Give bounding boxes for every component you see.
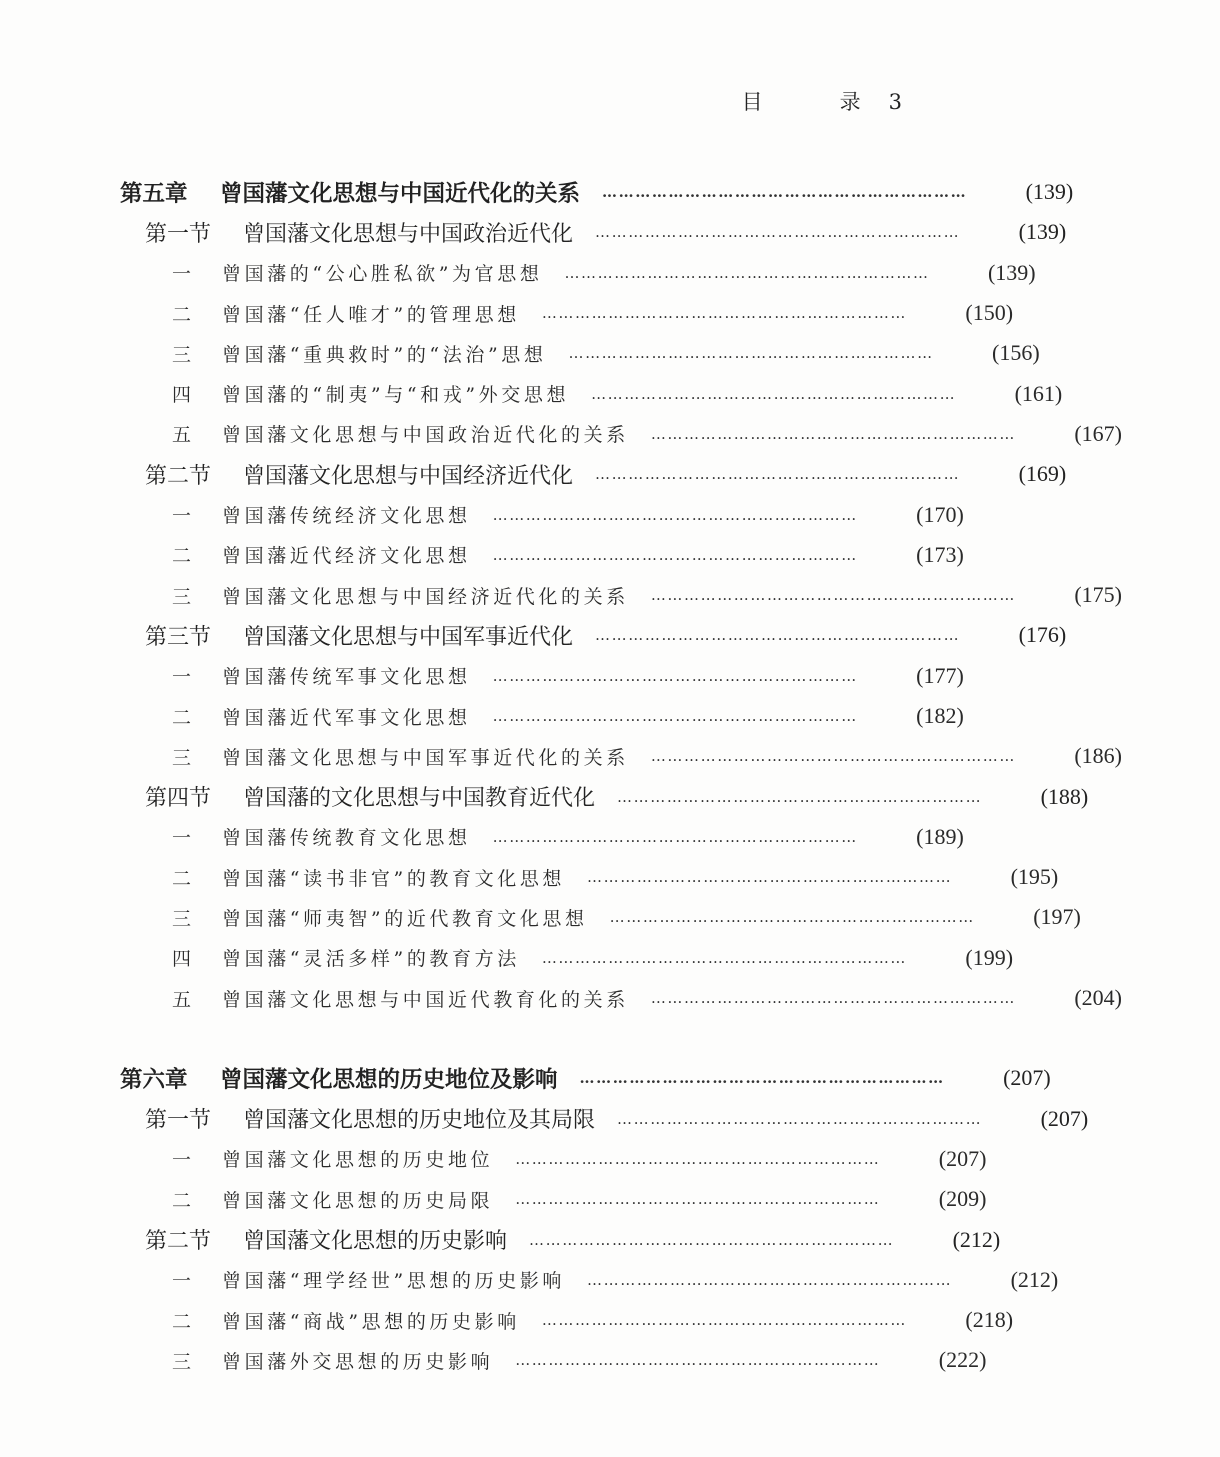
toc-item-entry[interactable] bbox=[0, 656, 1000, 696]
dot-leader: ………………………………………………………… bbox=[650, 424, 1017, 443]
toc-entry-title: 曾国藩的文化思想与中国教育近代化 bbox=[243, 786, 596, 812]
toc-item-entry[interactable] bbox=[0, 736, 1123, 776]
toc-entry-number: 一 bbox=[172, 1149, 195, 1172]
toc-entry-page: (161) bbox=[1014, 380, 1063, 406]
toc-entry-number: 四 bbox=[172, 384, 195, 407]
dot-leader: ………………………………………………………… bbox=[541, 304, 908, 323]
dot-leader: ………………………………………………………… bbox=[515, 1149, 881, 1168]
toc-entry-page: (195) bbox=[1010, 864, 1059, 890]
dot-leader: ………………………………………………………… bbox=[492, 827, 858, 846]
dot-leader: ………………………………………………………… bbox=[609, 908, 975, 927]
toc-item-entry[interactable] bbox=[0, 293, 1014, 333]
dot-leader: ………………………………………………………… bbox=[595, 626, 961, 645]
toc-item-entry[interactable] bbox=[0, 253, 1036, 293]
toc-entry-number: 一 bbox=[172, 827, 195, 850]
toc-entry-page: (175) bbox=[1074, 582, 1123, 608]
dot-leader: ………………………………………………………… bbox=[564, 263, 930, 282]
toc-entry-number: 第二节 bbox=[145, 463, 212, 489]
toc-entry-number: 三 bbox=[172, 343, 195, 366]
toc-entry-number: 三 bbox=[172, 1350, 195, 1373]
toc-entry-page: (212) bbox=[952, 1226, 1001, 1252]
toc-entry-title: 曾国藩文化思想与中国政治近代化 bbox=[243, 221, 574, 247]
toc-entry-title: 曾国藩近代军事文化思想 bbox=[222, 706, 471, 729]
toc-entry-title: 曾国藩传统经济文化思想 bbox=[222, 505, 471, 528]
dot-leader: ………………………………………………………… bbox=[595, 223, 961, 242]
toc-entry-page: (218) bbox=[965, 1307, 1014, 1333]
running-head bbox=[742, 86, 902, 116]
toc-entry-page: (197) bbox=[1033, 904, 1081, 930]
toc-entry-title: 曾国藩近代经济文化思想 bbox=[222, 545, 471, 568]
toc-entry-page: (150) bbox=[965, 300, 1014, 326]
toc-entry-page: (169) bbox=[1018, 461, 1067, 487]
dot-leader: ………………………………………………………… bbox=[650, 586, 1017, 605]
toc-entry-number: 二 bbox=[172, 867, 195, 890]
toc-entry-title: 曾国藩的“公心胜私欲”为官思想 bbox=[222, 263, 543, 286]
toc-entry-page: (167) bbox=[1074, 420, 1123, 446]
dot-leader: ………………………………………………………… bbox=[650, 747, 1017, 766]
toc-entry-title: 曾国藩的“制夷”与“和戎”外交思想 bbox=[222, 384, 570, 407]
toc-entry-number: 一 bbox=[172, 1270, 195, 1293]
toc-entry-page: (204) bbox=[1074, 985, 1123, 1011]
table-of-contents bbox=[0, 172, 1123, 1381]
toc-entry-number: 三 bbox=[172, 746, 195, 769]
toc-item-entry[interactable] bbox=[0, 1300, 1014, 1340]
page-number: 3 bbox=[888, 90, 902, 114]
toc-entry-page: (199) bbox=[965, 944, 1014, 970]
toc-entry-title: 曾国藩“任人唯才”的管理思想 bbox=[222, 303, 520, 326]
dot-leader: ………………………………………………………… bbox=[541, 948, 908, 967]
dot-leader: ………………………………………………………… bbox=[595, 465, 961, 484]
dot-leader: ………………………………………………………… bbox=[568, 344, 934, 363]
toc-entry-title: 曾国藩文化思想与中国经济近代化 bbox=[243, 463, 574, 489]
dot-leader: ………………………………………………………… bbox=[579, 1069, 945, 1088]
toc-entry-page: (170) bbox=[916, 501, 964, 527]
dot-leader: ………………………………………………………… bbox=[617, 787, 983, 806]
toc-section-entry[interactable] bbox=[0, 1219, 1000, 1259]
toc-entry-page: (139) bbox=[987, 259, 1036, 285]
toc-item-entry[interactable] bbox=[0, 1340, 1000, 1380]
dot-leader: ………………………………………………………… bbox=[587, 868, 953, 887]
toc-entry-page: (189) bbox=[916, 823, 964, 849]
toc-entry-title: 曾国藩文化思想的历史地位及影响 bbox=[220, 1067, 558, 1094]
toc-entry-title: 曾国藩文化思想与中国政治近代化的关系 bbox=[222, 424, 629, 447]
dot-leader: ………………………………………………………… bbox=[541, 1311, 908, 1330]
toc-entry-number: 四 bbox=[172, 948, 195, 971]
toc-entry-number: 二 bbox=[172, 706, 195, 729]
toc-entry-title: 曾国藩文化思想的历史局限 bbox=[222, 1189, 494, 1212]
toc-entry-title: 曾国藩“师夷智”的近代教育文化思想 bbox=[222, 907, 588, 930]
dot-leader: ………………………………………………………… bbox=[617, 1109, 983, 1128]
toc-item-entry[interactable] bbox=[0, 414, 1123, 454]
toc-entry-title: 曾国藩文化思想的历史影响 bbox=[243, 1229, 508, 1255]
toc-entry-number: 三 bbox=[172, 585, 195, 608]
toc-entry-title: 曾国藩文化思想与中国军事近代化 bbox=[243, 624, 574, 650]
toc-item-entry[interactable] bbox=[0, 373, 1063, 413]
dot-leader: ………………………………………………………… bbox=[529, 1230, 895, 1249]
toc-entry-title: 曾国藩“商战”思想的历史影响 bbox=[222, 1310, 520, 1333]
toc-entry-number: 一 bbox=[172, 666, 195, 689]
toc-section-entry[interactable] bbox=[0, 212, 1067, 252]
toc-entry-number: 二 bbox=[172, 1310, 195, 1333]
toc-entry-title: 曾国藩文化思想的历史地位 bbox=[222, 1149, 494, 1172]
toc-item-entry[interactable] bbox=[0, 857, 1059, 897]
toc-entry-number: 二 bbox=[172, 303, 195, 326]
toc-item-entry[interactable] bbox=[0, 333, 1040, 373]
toc-entry-page: (156) bbox=[992, 340, 1040, 366]
toc-entry-title: 曾国藩文化思想的历史地位及其局限 bbox=[243, 1108, 596, 1134]
dot-leader: ………………………………………………………… bbox=[587, 1270, 953, 1289]
toc-entry-number: 五 bbox=[172, 424, 195, 447]
toc-section-entry[interactable] bbox=[0, 615, 1067, 655]
toc-entry-number: 一 bbox=[172, 505, 195, 528]
toc-item-entry[interactable] bbox=[0, 1260, 1059, 1300]
dot-leader: ………………………………………………………… bbox=[602, 183, 968, 202]
toc-entry-number: 二 bbox=[172, 545, 195, 568]
toc-item-entry[interactable] bbox=[0, 575, 1123, 615]
toc-entry-page: (139) bbox=[1018, 219, 1067, 245]
toc-entry-title: 曾国藩“读书非官”的教育文化思想 bbox=[222, 867, 566, 890]
toc-entry-title: 曾国藩外交思想的历史影响 bbox=[222, 1350, 494, 1373]
toc-entry-page: (212) bbox=[1010, 1266, 1059, 1292]
dot-leader: ………………………………………………………… bbox=[492, 505, 858, 524]
dot-leader: ………………………………………………………… bbox=[492, 545, 858, 564]
toc-entry-page: (207) bbox=[1040, 1105, 1089, 1131]
chapter-gap bbox=[0, 1018, 1000, 1058]
toc-entry-page: (207) bbox=[938, 1145, 987, 1171]
toc-entry-page: (139) bbox=[1025, 179, 1074, 205]
toc-entry-title: 曾国藩文化思想与中国近代教育化的关系 bbox=[222, 988, 629, 1011]
toc-entry-number: 第二节 bbox=[145, 1229, 212, 1255]
toc-entry-number: 二 bbox=[172, 1189, 195, 1212]
toc-item-entry[interactable] bbox=[0, 696, 1000, 736]
toc-item-entry[interactable] bbox=[0, 897, 1081, 937]
toc-entry-number: 第五章 bbox=[120, 181, 188, 208]
toc-section-entry[interactable] bbox=[0, 1099, 1089, 1139]
toc-item-entry[interactable] bbox=[0, 817, 1000, 857]
dot-leader: ………………………………………………………… bbox=[650, 989, 1017, 1008]
toc-entry-number: 第三节 bbox=[145, 624, 212, 650]
toc-chapter-entry[interactable] bbox=[0, 172, 1074, 212]
toc-entry-page: (177) bbox=[916, 662, 964, 688]
toc-entry-title: 曾国藩传统教育文化思想 bbox=[222, 827, 471, 850]
toc-entry-number: 第一节 bbox=[145, 221, 212, 247]
toc-entry-title: 曾国藩“重典救时”的“法治”思想 bbox=[222, 343, 547, 366]
running-head-title: 目 录 bbox=[741, 90, 889, 114]
toc-entry-page: (176) bbox=[1018, 622, 1067, 648]
dot-leader: ………………………………………………………… bbox=[515, 1190, 881, 1209]
toc-entry-number: 第一节 bbox=[145, 1108, 212, 1134]
toc-entry-number: 第六章 bbox=[120, 1067, 188, 1094]
toc-item-entry[interactable] bbox=[0, 1139, 1000, 1179]
toc-entry-page: (188) bbox=[1040, 783, 1089, 809]
toc-entry-page: (182) bbox=[916, 703, 964, 728]
toc-entry-page: (209) bbox=[938, 1186, 987, 1212]
toc-section-entry[interactable] bbox=[0, 776, 1089, 816]
toc-entry-title: 曾国藩传统军事文化思想 bbox=[222, 666, 471, 689]
toc-item-entry[interactable] bbox=[0, 938, 1014, 978]
toc-entry-number: 五 bbox=[172, 988, 195, 1011]
toc-entry-number: 第四节 bbox=[145, 786, 212, 812]
toc-section-entry[interactable] bbox=[0, 454, 1067, 494]
toc-entry-title: 曾国藩“灵活多样”的教育方法 bbox=[222, 948, 520, 971]
toc-entry-page: (207) bbox=[1003, 1065, 1051, 1091]
dot-leader: ………………………………………………………… bbox=[591, 384, 957, 403]
toc-entry-page: (222) bbox=[938, 1347, 987, 1373]
toc-entry-page: (173) bbox=[916, 541, 964, 567]
toc-entry-title: 曾国藩“理学经世”思想的历史影响 bbox=[222, 1270, 566, 1293]
toc-entry-title: 曾国藩文化思想与中国经济近代化的关系 bbox=[222, 585, 629, 608]
toc-item-entry[interactable] bbox=[0, 1179, 1000, 1219]
dot-leader: ………………………………………………………… bbox=[492, 666, 858, 685]
toc-entry-number: 一 bbox=[172, 263, 195, 286]
dot-leader: ………………………………………………………… bbox=[515, 1351, 881, 1370]
toc-entry-title: 曾国藩文化思想与中国军事近代化的关系 bbox=[222, 746, 629, 769]
toc-entry-page: (186) bbox=[1074, 743, 1123, 769]
toc-item-entry[interactable] bbox=[0, 494, 1000, 534]
toc-entry-title: 曾国藩文化思想与中国近代化的关系 bbox=[220, 181, 581, 208]
dot-leader: ………………………………………………………… bbox=[492, 707, 858, 725]
toc-chapter-entry[interactable] bbox=[0, 1058, 1051, 1098]
toc-entry-number: 三 bbox=[172, 907, 195, 930]
toc-item-entry[interactable] bbox=[0, 535, 1000, 575]
toc-item-entry[interactable] bbox=[0, 978, 1123, 1018]
